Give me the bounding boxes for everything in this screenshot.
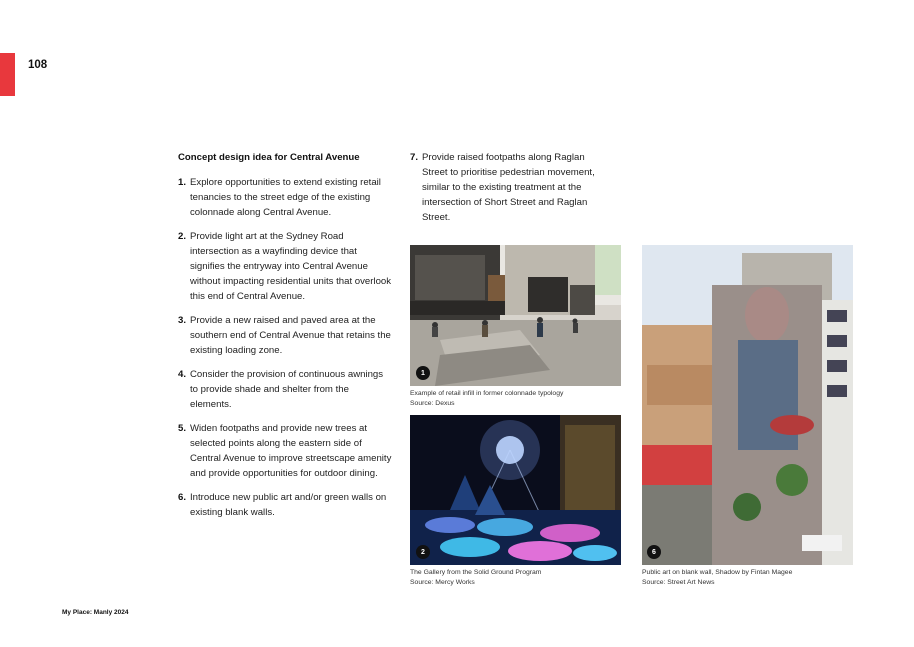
photo-caption: [642, 568, 857, 587]
list-item: [178, 313, 393, 358]
list-item: [178, 490, 393, 520]
caption-title: Example of retail infill in former colonnade typology: [410, 390, 564, 397]
list-item: [178, 367, 393, 412]
caption-source: Source: Dexus: [410, 399, 455, 407]
photo-number-badge: 6: [647, 545, 661, 559]
section-heading: Concept design idea for Central Avenue: [178, 152, 360, 163]
caption-source: Source: Street Art News: [642, 578, 715, 586]
item-text: Widen footpaths and provide new trees at selected points along the eastern side of Central Avenue to improve streetscape amenity and provide opportunities for outdoor dining.: [190, 423, 392, 479]
item-number: 5.: [178, 423, 187, 434]
photo-mural: [642, 245, 853, 565]
item-number: 4.: [178, 369, 187, 380]
photo-number-badge: 2: [416, 545, 430, 559]
page-number: 108: [28, 59, 48, 71]
list-item: [178, 229, 393, 304]
item-text: Provide a new raised and paved area at the southern end of Central Avenue that retains the existing loading zone.: [190, 315, 391, 356]
item-number: 3.: [178, 315, 187, 326]
caption-title: The Gallery from the Solid Ground Program: [410, 569, 542, 576]
item-text: Provide light art at the Sydney Road intersection as a wayfinding device that signifies the entryway into Central Avenue without impacting residential units that overlook this end of Central Avenue.: [190, 231, 392, 302]
concept-list-right: [410, 150, 610, 234]
list-item: [178, 175, 393, 220]
photo-caption: [410, 568, 625, 587]
caption-title: Public art on blank wall, Shadow by Fintan Magee: [642, 569, 793, 576]
item-number: 6.: [178, 492, 187, 503]
page-accent-tab: [0, 53, 15, 96]
item-text: Explore opportunities to extend existing retail tenancies to the street edge of the existing colonnade along Central Avenue.: [190, 177, 381, 218]
concept-list-left: [178, 152, 393, 529]
photo-colonnade: [410, 245, 621, 386]
item-number: 7.: [410, 152, 419, 163]
item-number: 2.: [178, 231, 187, 242]
item-text: Introduce new public art and/or green walls on existing blank walls.: [190, 492, 387, 518]
item-text: Consider the provision of continuous awnings to provide shade and shelter from the elements.: [190, 369, 384, 410]
photo-light-art: [410, 415, 621, 565]
list-item: [178, 421, 393, 481]
item-text: Provide raised footpaths along Raglan Street to prioritise pedestrian movement, similar to the existing treatment at the intersection of Short Street and Raglan Street.: [422, 152, 595, 223]
list-item: [410, 150, 610, 225]
photo-caption: [410, 389, 625, 408]
caption-source: Source: Mercy Works: [410, 578, 475, 586]
item-number: 1.: [178, 177, 187, 188]
photo-number-badge: 1: [416, 366, 430, 380]
page-footer: My Place: Manly 2024: [62, 609, 129, 616]
